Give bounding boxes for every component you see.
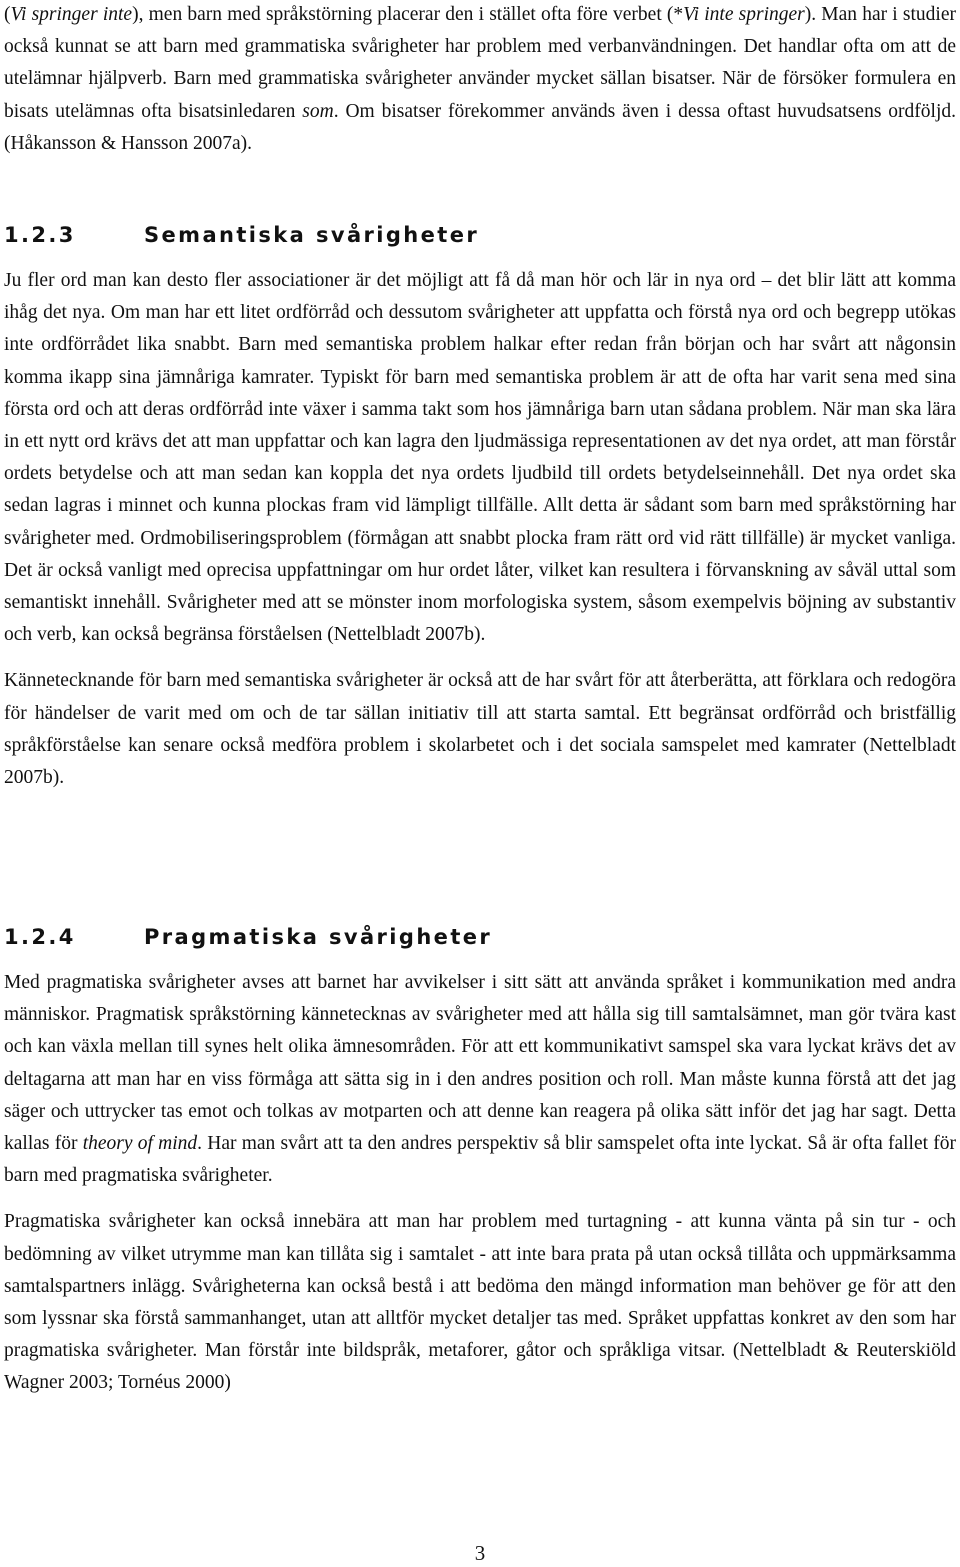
term-theory-of-mind: theory of mind [82,1133,198,1155]
body-paragraph: Ju fler ord man kan desto fler associationer är det möjligt att få då man hör och lär in nya ord – det blir lätt att komma ihåg det nya. Om man har ett litet ordförråd och dessutom svårigheter att uppfatta och förstå nya ord och begrepp utökas inte ordförrådet lika snabbt. Barn med semantiska problem halkar efter redan från början och har svårt att någonsin komma ikapp sina jämnåriga kamrater. Typiskt för barn med semantiska problem är att de ofta har varit sena med sina första ord och att deras ordförråd inte växer i samma takt som hos jämnåriga barn utan sådana problem. När man ska lära in ett nytt ord krävs det att man uppfattar och kan lagra den ljudmässiga representationen av det nya ordet, att man förstår ordets betydelse och att man sedan kan koppla det nya ordets ljudbild till ordets betydelseinnehåll. Det nya ordet ska sedan lagras i minnet och kunna plockas fram vid lämpligt tillfälle. Allt detta är sådant som barn med språkstörning har svårigheter med. Ordmobiliseringsproblem (förmågan att snabbt plocka fram rätt ord vid rätt tillfälle) är mycket vanliga. Det är också vanligt med oprecisa uppfattningar om hur ordet låter, vilket kan resultera i förvanskning av såväl uttal som semantiskt innehåll. Svårigheter med att se mönster inom morfologiska system, såsom exempelvis böjning av substantiv och verb, kan också begränsa förståelsen (Nettelbladt 2007b). [4,270,956,646]
semantic-section-body [4,265,956,794]
page-number: 3 [474,1541,486,1565]
section-title: Pragmatiska svårigheter [144,925,493,949]
body-paragraph: Pragmatiska svårigheter kan också innebära att man har problem med turtagning - att kunna vänta på sin tur - och bedömning av vilket utrymme man kan tillåta sig i samtalet - att inte bara prata på utan också tillåta och uppmärksamma samtalspartners inlägg. Svårigheterna kan också bestå i att bedöma den mängd information man behöver ge för att den som lyssnar ska förstå sammanhanget, utan att alltför mycket detaljer tas med. Språket uppfattas konkret av den som har pragmatiska svårigheter. Man förstår inte bildspråk, metaforer, gåtor och språkliga vitsar. (Nettelbladt & Reuterskiöld Wagner 2003; Tornéus 2000) [4,1211,956,1394]
continuation-block [4,0,956,160]
pragmatic-section-body [4,967,956,1400]
example-phrase: Vi inte springer [683,4,805,25]
section-heading-pragmatic [4,922,956,952]
example-phrase: Vi springer inte [10,4,133,25]
body-paragraph: Kännetecknande för barn med semantiska svårigheter är också att de har svårt för att återberätta, att förklara och redogöra för händelser de varit med om och de tar sällan initiativ till att starta samtal. Ett begränsat ordförråd och bristfällig språkförståelse kan senare också medföra problem i skolarbetet och i det sociala samspelet med kamrater (Nettelbladt 2007b). [4,670,956,789]
body-paragraph: Med pragmatiska svårigheter avses att barnet har avvikelser i sitt sätt att använda språket i kommunikation med andra människor. Pragmatisk språkstörning kännetecknas av svårigheter med att hålla sig till samtalsämnet, man gör tvära kast och kan växla mellan till synes helt olika ämnesområden. För att ett kommunikativt samspel ska vara lyckat krävs det av deltagarna att man har en viss förmåga att sätta sig in i den andres position och roll. Man måste kunna förstå att det jag säger och uttrycker tas emot och tolkas av motparten och att denne kan reagera på olika sätt inför det jag har sagt. Detta kallas för theory of mind. Har man svårt att ta den andres perspektiv så blir samspelet ofta inte lyckat. Så är ofta fallet för barn med pragmatiska svårigheter. [4,972,956,1187]
section-number: 1.2.4 [4,925,76,949]
example-word: som [302,100,334,122]
section-number: 1.2.3 [4,223,76,247]
section-heading-semantic [4,220,956,250]
section-title: Semantiska svårigheter [144,223,480,247]
continuation-paragraph: (Vi springer inte), men barn med språkstörning placerar den i stället ofta före verbet (*Vi inte springer). Man har i studier också kunnat se att barn med grammatiska svårigheter har problem med verbanvändningen. Det handlar ofta om att de utelämnar hjälpverb. Barn med grammatiska svårigheter använder mycket sällan bisatser. När de försöker formulera en bisats utelämnas ofta bisatsinledaren som. Om bisatser förekommer används även i dessa oftast huvudsatsens ordföljd. (Håkansson & Hansson 2007a). [4,4,956,154]
